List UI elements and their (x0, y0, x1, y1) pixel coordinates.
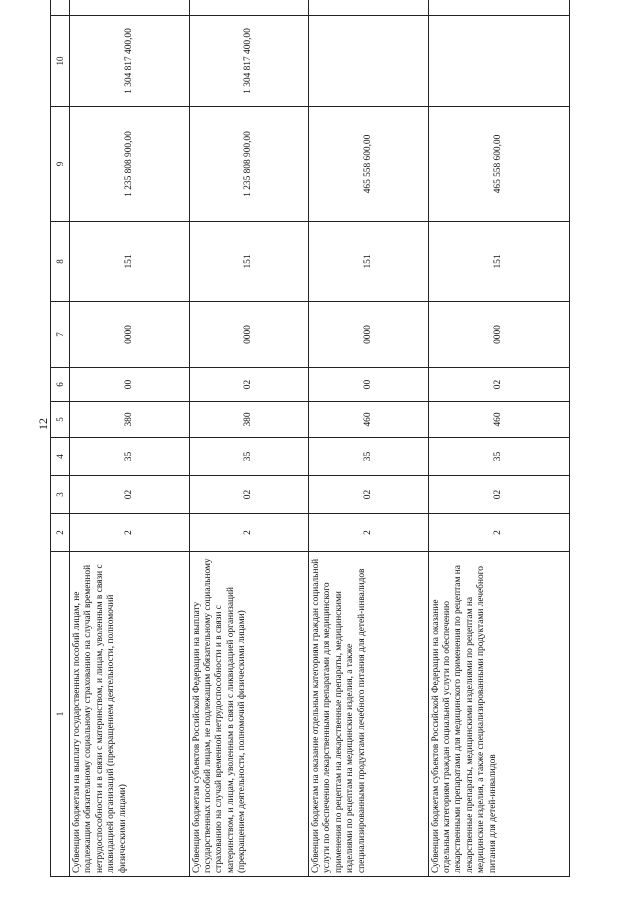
cell-c9: 1 235 808 900,00 (189, 107, 309, 222)
cell-c7: 0000 (70, 302, 190, 368)
cell-c4: 35 (189, 438, 309, 476)
column-header: 4 (51, 438, 70, 476)
cell-c7: 0000 (428, 302, 570, 368)
row-description: Субвенции бюджетам субъектов Российской Федерации на выплату государственных пособий лицам, не подлежащим обязательному социальному страхованию на случай временной нетрудоспособности и в связи с материнством, и лицам, уволенным в связи с ликвидацией организаций (прекращением деятельности, полномочий физическими лицами) (189, 552, 309, 877)
cell-c6: 02 (189, 368, 309, 402)
cell-c5: 460 (309, 402, 429, 438)
row-description: Субвенции бюджетам субъектов Российской Федерации на оказание отдельным категориям граждан социальной услуги по обеспечению лекарственными препаратами для медицинского применения по рецептам на лекарственные препараты, медицинскими изделиями по рецептам на медицинские изделия, а также специализированными продуктами лечебного питания для детей-инвалидов (428, 552, 570, 877)
column-header: 2 (51, 514, 70, 552)
cell-c6: 00 (309, 368, 429, 402)
cell-c5: 380 (70, 402, 190, 438)
cell-c3: 02 (309, 476, 429, 514)
cell-c2: 2 (428, 514, 570, 552)
row-description: Субвенции бюджетам на оказание отдельным категориям граждан социальной услуги по обеспечению лекарственными препаратами для медицинского применения по рецептам на лекарственные препараты, медицинскими изделиями по рецептам на медицинские изделия, а также специализированными продуктами лечебного питания для детей-инвалидов (309, 552, 429, 877)
cell-c2: 2 (309, 514, 429, 552)
cell-c9: 1 235 808 900,00 (70, 107, 190, 222)
cell-c6: 02 (428, 368, 570, 402)
cell-c3: 02 (189, 476, 309, 514)
cell-c7: 0000 (189, 302, 309, 368)
cell-c10: 1 304 817 400,00 (189, 16, 309, 107)
cell-c3: 02 (70, 476, 190, 514)
column-header: 7 (51, 302, 70, 368)
column-header: 8 (51, 222, 70, 302)
cell-c11 (428, 0, 570, 16)
column-header: 5 (51, 402, 70, 438)
cell-c4: 35 (428, 438, 570, 476)
cell-c8: 151 (189, 222, 309, 302)
column-header: 10 (51, 16, 70, 107)
cell-c11 (309, 0, 429, 16)
page-number: 12 (36, 418, 50, 430)
cell-c5: 460 (428, 402, 570, 438)
header-row (51, 0, 70, 877)
cell-c2: 2 (70, 514, 190, 552)
cell-c4: 35 (309, 438, 429, 476)
cell-c10: 1 304 817 400,00 (70, 16, 190, 107)
cell-c8: 151 (70, 222, 190, 302)
cell-c4: 35 (70, 438, 190, 476)
column-header: 9 (51, 107, 70, 222)
cell-c11 (70, 0, 190, 16)
table-row (309, 0, 429, 877)
table-row (189, 0, 309, 877)
cell-c7: 0000 (309, 302, 429, 368)
column-header: 1 (51, 552, 70, 877)
cell-c3: 02 (428, 476, 570, 514)
column-header (51, 0, 70, 16)
cell-c9: 465 558 600,00 (309, 107, 429, 222)
rotated-table-container (50, 28, 570, 877)
cell-c11 (189, 0, 309, 16)
cell-c10 (309, 16, 429, 107)
cell-c5: 380 (189, 402, 309, 438)
column-header: 3 (51, 476, 70, 514)
budget-table (50, 0, 570, 877)
row-description: Субвенции бюджетам на выплату государственных пособий лицам, не подлежащим обязательному социальному страхованию на случай временной нетрудоспособности и в связи с материнством, и лицам, уволенным в связи с ликвидацией организаций (прекращением деятельности, полномочий физическими лицами) (70, 552, 190, 877)
cell-c10 (428, 16, 570, 107)
cell-c6: 00 (70, 368, 190, 402)
table-row (70, 0, 190, 877)
cell-c8: 151 (428, 222, 570, 302)
column-header: 6 (51, 368, 70, 402)
table-row (428, 0, 570, 877)
cell-c8: 151 (309, 222, 429, 302)
cell-c2: 2 (189, 514, 309, 552)
cell-c9: 465 558 600,00 (428, 107, 570, 222)
